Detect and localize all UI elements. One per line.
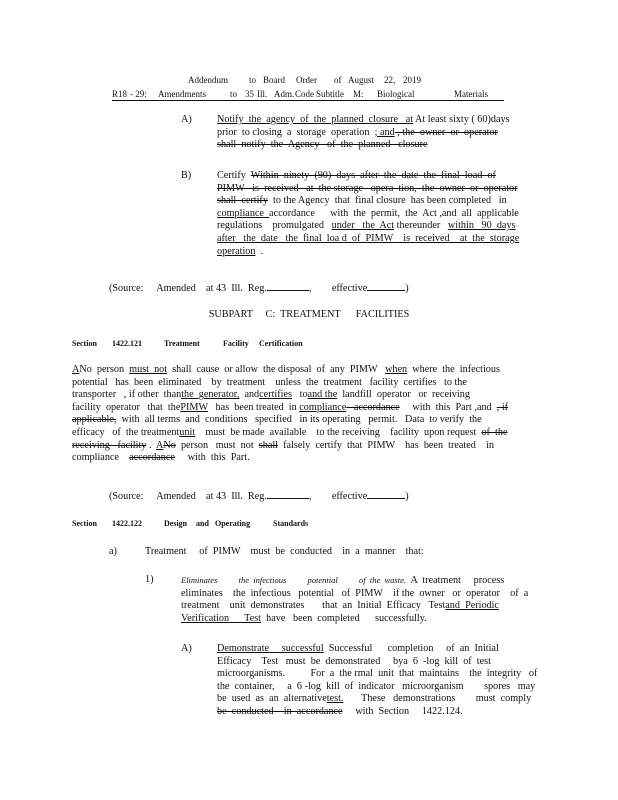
section-1422-121-heading — [72, 339, 312, 349]
running-header-line-1 — [0, 75, 618, 86]
txt: to — [291, 389, 308, 401]
header-subtitle: Subtitle — [316, 89, 345, 99]
ins: certifies — [259, 389, 292, 401]
ins: test. — [326, 693, 344, 705]
txt: compliance — [72, 452, 130, 464]
section-title-word: Standards — [273, 519, 309, 528]
txt: regulations promulgated — [217, 220, 332, 232]
header-amendments: Amendments — [158, 89, 206, 99]
txt: treatment unit demonstrates that an Initial Efficacy Test — [181, 600, 446, 612]
txt: These demonstrations must comply — [343, 693, 532, 705]
text-line — [217, 693, 551, 706]
txt: A treatment process — [406, 575, 505, 586]
txt: Successful completion of an Initial — [323, 643, 499, 654]
txt: . — [255, 245, 264, 257]
del: of the — [481, 426, 508, 438]
item-a-upper-label: A) — [181, 114, 192, 125]
header-addendum: Addendum — [188, 75, 228, 85]
txt: thereunder — [394, 220, 448, 232]
text-line — [217, 656, 551, 669]
source-effective: effective — [331, 283, 368, 294]
text-line — [217, 127, 547, 140]
header-to-2: to — [230, 89, 238, 99]
source-close: ) — [405, 491, 409, 502]
txt: the container, a 6 -log kill of indicator microorganism spores may — [217, 680, 536, 692]
source-note-2 — [109, 490, 409, 504]
header-of: of — [334, 75, 342, 85]
section-title-word: and — [196, 519, 209, 528]
text-line — [217, 706, 551, 719]
ins: under the Act — [331, 220, 395, 232]
txt: accordance with the permit, the Act ,and all applicable — [269, 207, 519, 219]
del: , the owner or operator — [394, 126, 498, 138]
del: shall — [258, 439, 279, 451]
txt: prior to closing a storage operation — [217, 126, 375, 138]
txt: landfill operator or receiving — [337, 389, 470, 401]
header-adm: Adm. — [274, 89, 295, 99]
text-line — [217, 170, 547, 183]
header-board: Board — [263, 75, 285, 85]
text-line — [72, 452, 546, 465]
ins: A — [72, 364, 80, 375]
text-line — [181, 600, 551, 613]
section-title-word: Operating — [215, 519, 251, 528]
section-title-word: Facility — [223, 339, 249, 348]
text-line — [72, 364, 546, 377]
del: receiving facility — [72, 439, 147, 451]
text-line — [72, 427, 546, 440]
section-word: Section — [72, 519, 97, 528]
ins: unit — [179, 426, 196, 438]
ins: Notify the agency of the planned closure at — [217, 114, 414, 125]
header-docket: R18 — [112, 89, 128, 99]
txt: . — [146, 439, 157, 451]
section-1422-122-heading — [72, 519, 332, 529]
txt: No person — [79, 364, 130, 375]
source-comma: , — [308, 283, 312, 294]
header-year: 2019 — [403, 75, 421, 85]
ins: Demonstrate successful — [217, 643, 324, 654]
txt: must be made available to the receiving facility upon request — [195, 426, 482, 438]
txt: and — [239, 389, 260, 401]
txt: with this Part ,and — [399, 401, 497, 413]
ins: ; and — [374, 126, 395, 138]
ins: within 90 days — [447, 220, 516, 232]
ins: compliance — [217, 207, 270, 219]
section-word: Section — [72, 339, 97, 348]
text-line — [72, 440, 546, 453]
text-line — [217, 246, 547, 259]
txt: facility operator that the — [72, 401, 181, 413]
text-line — [217, 668, 551, 681]
text-line — [217, 139, 547, 152]
txt: has been treated in — [207, 401, 300, 413]
section-title-word: Certification — [259, 339, 303, 348]
del: be conducted in accordance — [217, 705, 343, 717]
italic-run-in-title: Eliminates the infectious potential of the waste. — [181, 575, 406, 585]
source-amended: Amended — [156, 283, 196, 294]
section-number: 1422.122 — [112, 519, 142, 528]
text-line — [217, 195, 547, 208]
ins: and Periodic — [445, 600, 500, 612]
txt: with this Part. — [174, 452, 250, 464]
text-line — [72, 389, 546, 402]
header-biological: Biological — [377, 89, 415, 99]
ins: and the — [307, 389, 338, 401]
text-line — [217, 183, 547, 196]
item-a-lower-text: Treatment of PIMW must be conducted in a manner that: — [145, 546, 424, 557]
item-a-upper-text — [217, 114, 547, 152]
item-b-text — [217, 170, 547, 258]
del: shall certify — [217, 195, 268, 207]
text-line — [217, 233, 547, 246]
source-effective: effective — [331, 491, 368, 502]
ins: when — [385, 364, 408, 375]
ins: A — [156, 439, 164, 451]
del: PIMW is received at the storage opera tion, the owner or operator — [217, 182, 518, 194]
header-m: M: — [353, 89, 364, 99]
text-line — [72, 402, 546, 415]
del: accordance — [129, 452, 175, 464]
del: shall notify the Agency of the planned closure — [217, 139, 428, 151]
txt: At least sixty ( 60)days — [413, 114, 510, 125]
item-1-label: 1) — [145, 574, 154, 585]
ins: must not — [129, 364, 168, 375]
txt: Certify — [217, 170, 251, 181]
item-a2-text — [217, 643, 551, 719]
blank-line — [267, 282, 309, 291]
source-note-1 — [109, 282, 409, 296]
txt: falsely certify that PIMW has been treated in — [278, 439, 494, 451]
source-reg: at 43 Ill. Reg. — [206, 491, 267, 502]
txt: efficacy of the treatment — [72, 426, 180, 438]
del: , if — [496, 401, 509, 413]
txt: with Section 1422.124. — [342, 705, 463, 717]
txt: person must not — [175, 439, 259, 451]
txt: potential has been eliminated by treatment unless the treatment facility certifies to the — [72, 376, 467, 388]
text-line — [181, 613, 551, 626]
blank-line — [367, 282, 405, 291]
blank-line — [267, 490, 309, 499]
text-line — [72, 377, 546, 390]
section-title-word: Treatment — [164, 339, 200, 348]
item-a2-label: A) — [181, 643, 192, 654]
source-reg: at 43 Ill. Reg. — [206, 283, 267, 294]
txt: shall cause or allow the disposal of any PIMW — [167, 364, 386, 375]
item-b-label: B) — [181, 170, 192, 181]
ins: operation — [217, 245, 256, 257]
item-1-text — [181, 574, 551, 625]
header-ill: Ill. — [257, 89, 268, 99]
section-title-word: Design — [164, 519, 188, 528]
header-docket-number: - 29: — [130, 89, 147, 99]
ins: Verification Test — [181, 612, 262, 624]
del: Within ninety (90) days after the date the final load of — [250, 170, 496, 181]
source-close: ) — [405, 283, 409, 294]
blank-line — [367, 490, 405, 499]
txt: be used as an alternative — [217, 693, 327, 705]
header-order: Order — [296, 75, 317, 85]
header-month: August — [348, 75, 375, 85]
ins: compliance — [299, 401, 347, 413]
header-volume: 35 — [245, 89, 254, 99]
txt: have been completed successfully. — [261, 612, 427, 624]
source-open: (Source: — [109, 283, 144, 294]
source-open: (Source: — [109, 491, 144, 502]
txt: eliminates the infectious potential of PIMW if the owner or operator of a — [181, 587, 529, 599]
del: accordance — [346, 401, 400, 413]
txt: to the Agency that final closure has been completed in — [267, 195, 507, 207]
text-line — [217, 681, 551, 694]
txt: Efficacy Test must be demonstrated bya 6 -log kill of test — [217, 655, 491, 667]
del: applicable, — [72, 414, 117, 426]
txt: microorganisms. For a the rmal unit that maintains the integrity of — [217, 668, 538, 680]
item-a-lower-label: a) — [109, 546, 117, 557]
section-1422-121-paragraph — [72, 364, 546, 465]
header-day: 22, — [384, 75, 396, 85]
txt: where the infectious — [407, 364, 500, 375]
txt: transporter , if other than — [72, 389, 182, 401]
del: No — [163, 439, 176, 451]
source-comma: , — [308, 491, 312, 502]
subpart-title: SUBPART C: TREATMENT FACILITIES — [208, 309, 410, 320]
header-code: Code — [295, 89, 314, 99]
ins: after the date the final loa d of PIMW is received at the storage — [217, 232, 520, 244]
ins: the generator, — [181, 389, 240, 401]
section-number: 1422.121 — [112, 339, 142, 348]
text-line — [217, 208, 547, 221]
text-line — [217, 114, 547, 127]
text-line — [181, 574, 551, 588]
txt: with all terms and conditions specified in its operating permit. Data to verify the — [116, 414, 482, 426]
text-line — [217, 643, 551, 656]
text-line — [217, 220, 547, 233]
header-materials: Materials — [454, 89, 488, 99]
text-line — [72, 414, 546, 427]
running-header-line-2 — [112, 89, 504, 101]
text-line — [181, 588, 551, 601]
header-to: to — [249, 75, 257, 85]
ins: PIMW — [180, 401, 208, 413]
source-amended: Amended — [156, 491, 196, 502]
